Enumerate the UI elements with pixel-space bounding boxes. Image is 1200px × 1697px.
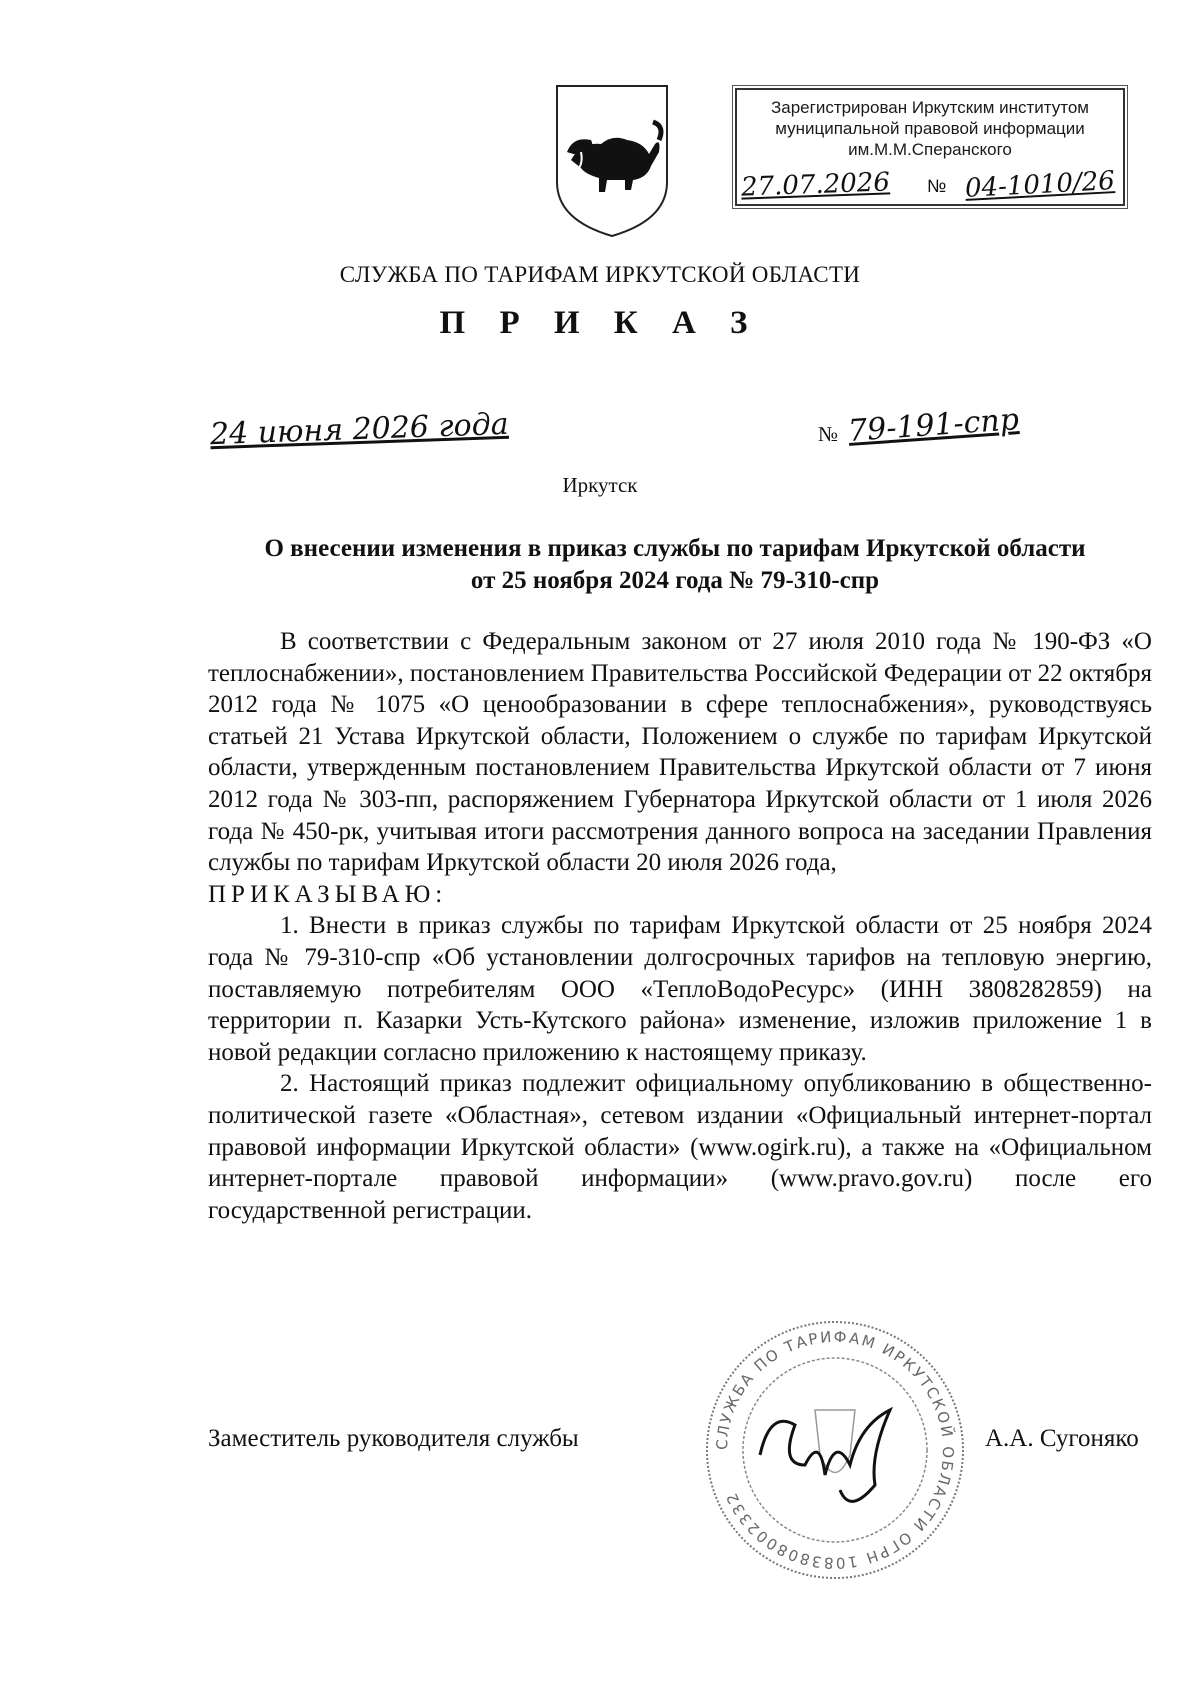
official-seal — [700, 1315, 970, 1585]
registration-number: 04-1010/26 — [964, 166, 1116, 204]
order-body — [208, 626, 1152, 1226]
signer-name: А.А. Сугоняко — [985, 1425, 1139, 1452]
registration-number-label: № — [927, 176, 947, 196]
irkutsk-emblem — [551, 82, 673, 240]
city: Иркутск — [562, 473, 638, 497]
order-heading-line: от 25 ноября 2024 года № 79-310-спр — [470, 567, 880, 594]
registration-stamp-line: Зарегистрирован Иркутским институтом — [770, 98, 1089, 117]
signer-title: Заместитель руководителя службы — [208, 1425, 579, 1452]
order-number: 79-191-спр — [846, 402, 1021, 449]
signature-scribble — [760, 1410, 890, 1501]
order-word: ПРИКАЗЫВАЮ: — [208, 880, 448, 908]
svg-text:СЛУЖБА ПО ТАРИФАМ ИРКУТСКОЙ ОБ: СЛУЖБА ПО ТАРИФАМ ИРКУТСКОЙ ОБЛАСТИ ОГРН 1083808002332 — [712, 1327, 958, 1573]
order-number-label: № — [818, 422, 839, 446]
preamble: В соответствии с Федеральным законом от 27 июля 2010 года № 190-ФЗ «О теплоснабжении», постановлением Правительства Российской Федерации от 22 октября 2012 года № 1075 «О ценообразовании в сфере теплоснабжения», руководствуясь статьей 21 Устава Иркутской области, Положением о службе по тарифам Иркутской области, утвержденным постановлением Правительства Иркутской области от 7 июня 2012 года № 303-пп, распоряжением Губернатора Иркутской области от 1 июля 2026 года № 450-рк, учитывая итоги рассмотрения данного вопроса на заседании Правления службы по тарифам Иркутской области 20 июля 2026 года, — [208, 628, 1152, 877]
order-heading — [195, 533, 1155, 597]
order-item-1: 1. Внести в приказ службы по тарифам Иркутской области от 25 ноября 2024 года № 79-310-спр «Об установлении долгосрочных тарифов на тепловую энергию, поставляемую потребителям ООО «ТеплоВодоРесурс» (ИНН 3808282859) на территории п. Казарки Усть-Кутского района» изменение, изложив приложение 1 в новой редакции согласно приложению к настоящему приказу. — [208, 912, 1152, 1066]
registration-date: 27.07.2026 — [740, 167, 891, 203]
agency-name: СЛУЖБА ПО ТАРИФАМ ИРКУТСКОЙ ОБЛАСТИ — [339, 262, 861, 287]
registration-stamp — [735, 88, 1125, 206]
order-date: 24 июня 2026 года — [209, 406, 510, 453]
order-heading-line: О внесении изменения в приказ службы по тарифам Иркутской области — [264, 535, 1086, 562]
registration-stamp-line: муниципальной правовой информации — [775, 119, 1085, 138]
registration-stamp-line: им.М.М.Сперанского — [848, 140, 1012, 159]
document-title: П Р И К А З — [439, 305, 761, 341]
order-item-2: 2. Настоящий приказ подлежит официальному опубликованию в общественно-политической газете «Областная», сетевом издании «Официальный интернет-портал правовой информации Иркутской области» (www.ogirk.ru), а также на «Официальном интернет-портале правовой информации» (www.pravo.gov.ru) после его государственной регистрации. — [208, 1070, 1152, 1224]
